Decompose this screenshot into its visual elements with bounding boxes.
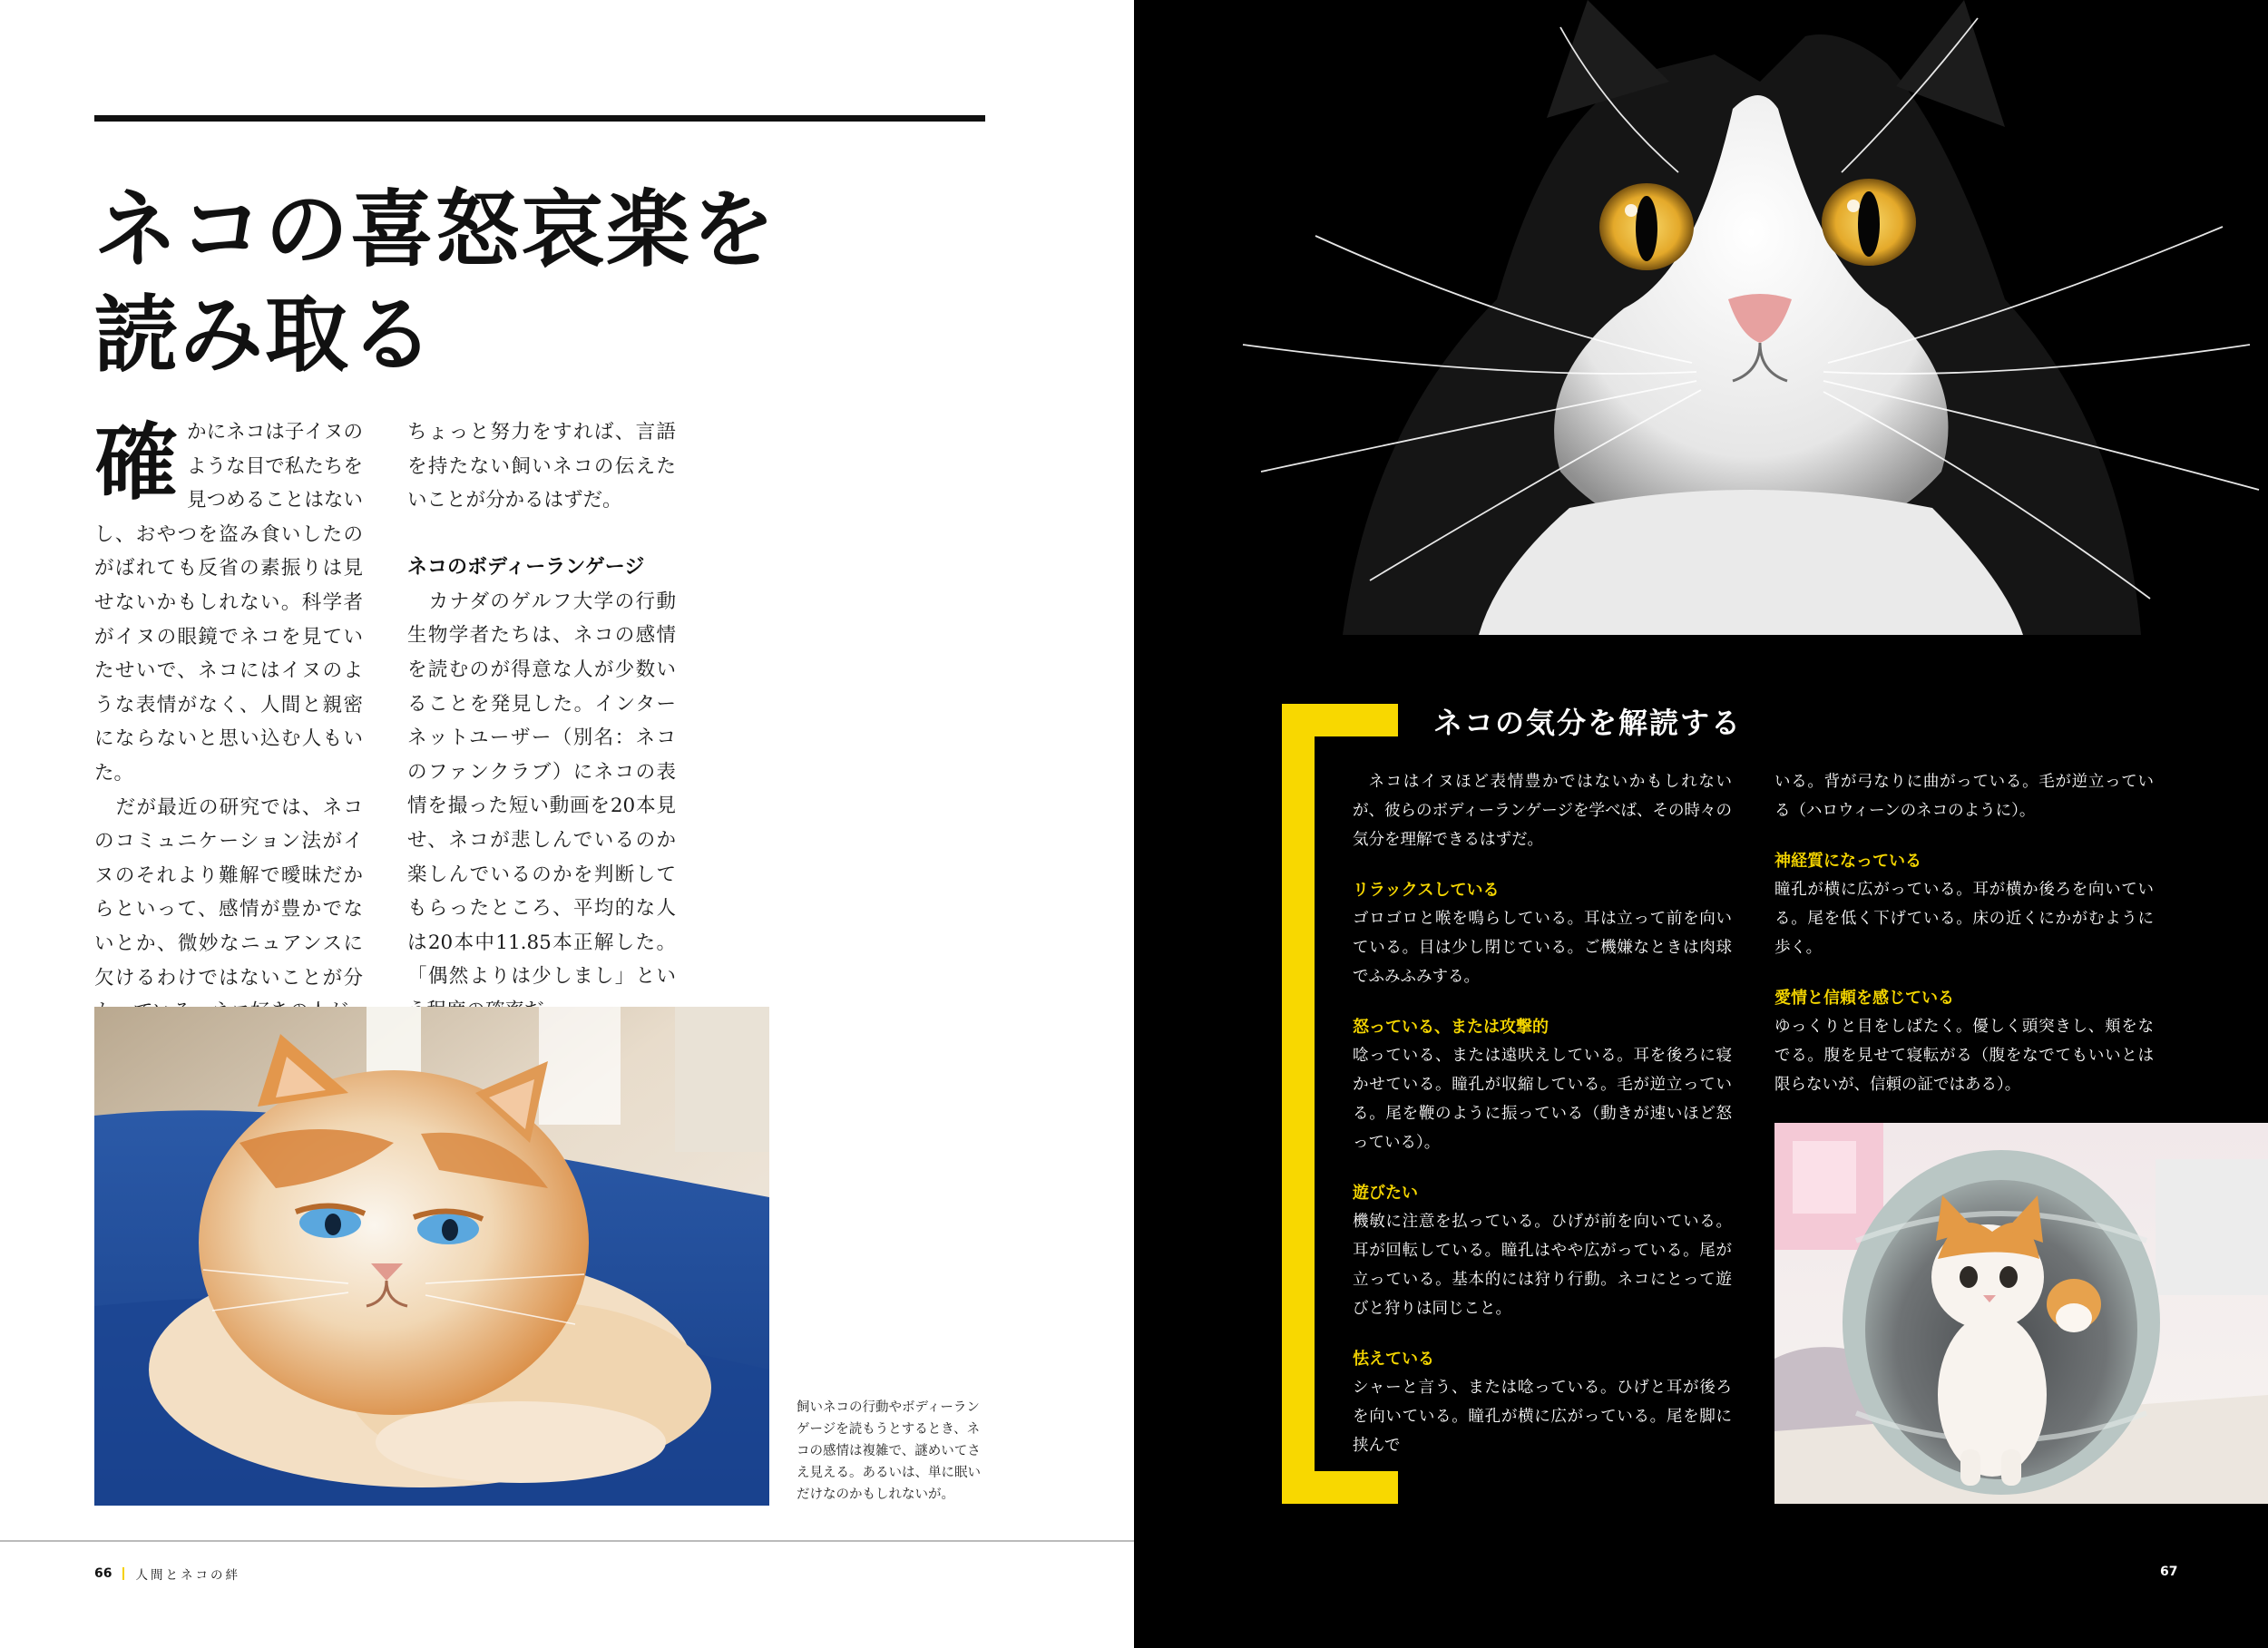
mood-text-angry: 唸っている、または遠吠えしている。耳を後ろに寝かせている。瞳孔が収縮している。毛が逆立っている。尾を鞭のように振っている（動きが速いほど怒っている）。: [1353, 1047, 1732, 1152]
title-rule: [94, 115, 985, 122]
body-paragraph-4: カナダのゲルフ大学の行動生物学者たちは、ネコの感情を読むのが得意な人が少数いることを発見した。インターネットユーザー（別名：ネコのファンクラブ）にネコの表情を撮った短い動画を20本見せ、ネコが悲しんでいるのか楽しんでいるのかを判断してもらったところ、平均的な人は20本中11.85本正解した。「偶然よりは少しまし」とい: [407, 590, 676, 989]
mood-heading-angry: 怒っている、または攻撃的: [1353, 1018, 1549, 1037]
photo-kitten-tunnel: [1774, 1123, 2268, 1504]
sidebar-intro: ネコはイヌほど表情豊かではないかもしれないが、彼らのボディーランゲージを学べば、その時々の気分を理解できるはずだ。: [1353, 773, 1732, 849]
footer-rule: [0, 1540, 1134, 1542]
bracket-bottom: [1282, 1471, 1398, 1504]
title-line-2: 読み取る: [94, 287, 436, 384]
mood-text-relaxed: ゴロゴロと喉を鳴らしている。耳は立って前を向いている。目は少し閉じている。ご機嫌なときは肉球でふみふみする。: [1353, 910, 1732, 986]
mood-text-affection: ゆっくりと目をしばたく。優しく頭突きし、頬をなでる。腹を見せて寝転がる（腹をなでてもいいとは限らないが、信頼の証ではある）。: [1774, 1018, 2154, 1094]
mood-heading-playful: 遊びたい: [1353, 1184, 1418, 1203]
right-page: [1134, 0, 2268, 1648]
page-number-left: 66: [94, 1566, 112, 1581]
body-paragraph-2: だが最近の研究では、ネコのコミュニケーション法がイヌのそれより難解で曖昧だからといって、感情が豊かでないとか、微妙なニュアンスに欠けるわけではないことが分: [94, 795, 363, 990]
mood-heading-relaxed: リラックスしている: [1353, 881, 1500, 900]
mood-heading-nervous: 神経質になっている: [1774, 852, 1921, 871]
bracket-vertical: [1282, 704, 1315, 1504]
folio-divider: [122, 1567, 124, 1580]
photo-tuxedo-cat: [1134, 0, 2268, 635]
photo-tuxedo-cat-image: [1134, 0, 2268, 635]
photo-grumpy-cat-image: [94, 1007, 769, 1506]
photo-caption: 飼いネコの行動やボディーランゲージを読もうとするとき、ネコの感情は複雑で、謎めいてさえ見える。あるいは、単に眠いだけなのかもしれないが。: [797, 1400, 981, 1502]
mood-column-1: [1353, 767, 1732, 1460]
mood-text-nervous: 瞳孔が横に広がっている。耳が横か後ろを向いている。尾を低く下げている。床の近くにかがむように歩く。: [1774, 881, 2154, 957]
mood-heading-affection: 愛情と信頼を感じている: [1774, 989, 1954, 1008]
page-number-right: 67: [2160, 1565, 2178, 1579]
sidebar-title: ネコの気分を解読する: [1433, 706, 1743, 740]
mood-heading-scared: 怯えている: [1353, 1350, 1434, 1369]
body-paragraph-1: かにネコは子イヌのような目で私たちを見つめることはないし、おやつを盗み食いしたのがばれても反省の素振りは見せないかもしれない。科学者がイヌの眼鏡でネコを見ていたせいで、ネコにはイヌのような表情がなく、人間と親密にならないと思い込む人もいた。: [94, 421, 363, 785]
page-title: [94, 178, 911, 388]
section-subhead: ネコのボディーランゲージ: [407, 555, 645, 579]
folio-left: [94, 1565, 240, 1583]
drop-cap: 確: [94, 414, 179, 512]
running-head: 人間とネコの絆: [135, 1568, 240, 1583]
mood-column-2: [1774, 767, 2154, 1099]
body-paragraph-3: ちょっと努力をすれば、言語を持たない飼いネコの伝えたいことが分かるはずだ。: [407, 421, 676, 512]
mood-text-scared-continued: いる。背が弓なりに曲がっている。毛が逆立っている（ハロウィーンのネコのように）。: [1774, 773, 2154, 820]
body-column-1: [94, 415, 363, 1029]
photo-kitten-tunnel-image: [1774, 1123, 2268, 1504]
mood-text-scared: シャーと言う、または唸っている。ひげと耳が後ろを向いている。瞳孔が横に広がっている。尾を脚に挟んで: [1353, 1379, 1732, 1455]
body-column-2: [407, 415, 676, 1029]
title-line-1: ネコの喜怒哀楽を: [94, 181, 777, 278]
photo-grumpy-cat: [94, 1007, 769, 1506]
mood-text-playful: 機敏に注意を払っている。ひげが前を向いている。耳が回転している。瞳孔はやや広がっている。尾が立っている。基本的には狩り行動。ネコにとって遊びと狩りは同じこと。: [1353, 1213, 1732, 1318]
